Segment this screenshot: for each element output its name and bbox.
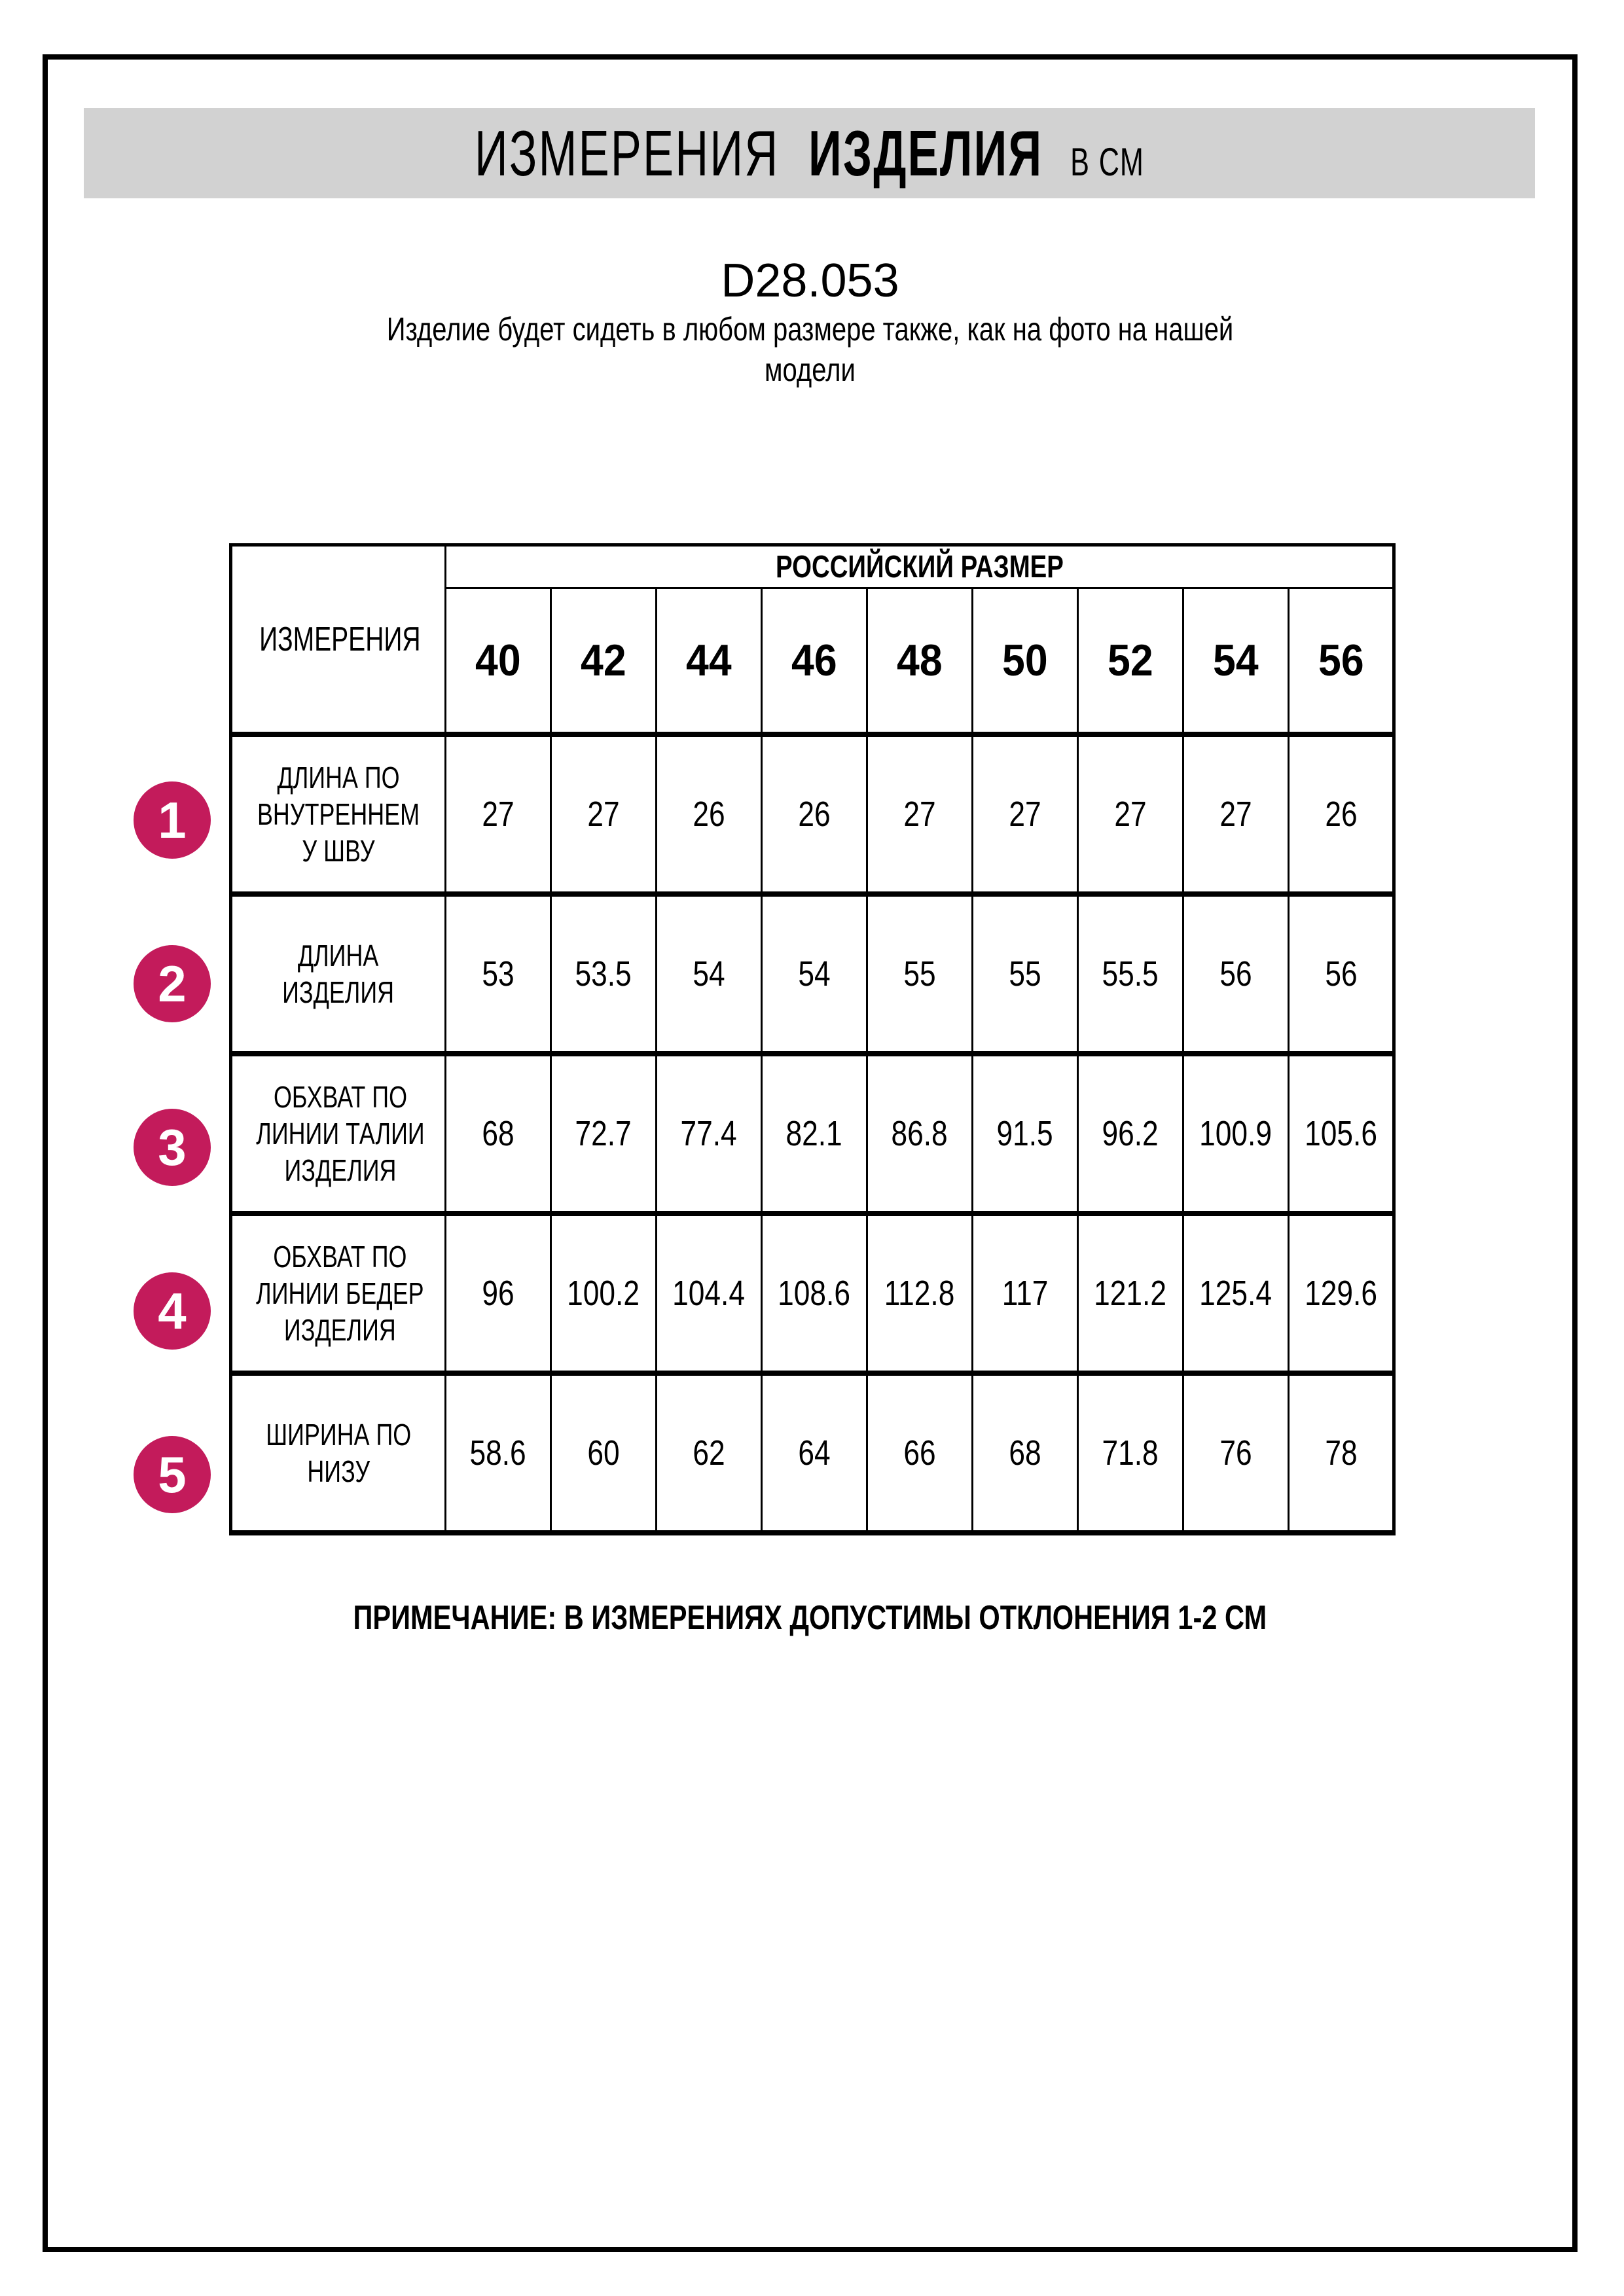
row-number-badge: 2 <box>134 945 211 1022</box>
title-product: ИЗДЕЛИЯ <box>808 117 1043 189</box>
measurement-row <box>231 1373 1394 1533</box>
title-units: В СМ <box>1070 139 1145 184</box>
size-group-header: РОССИЙСКИЙ РАЗМЕР <box>446 545 1394 588</box>
value-cell: 82.1 <box>762 1054 867 1213</box>
value-cell: 68 <box>973 1373 1078 1533</box>
value-cell: 100.9 <box>1183 1054 1289 1213</box>
value-cell: 104.4 <box>657 1213 762 1373</box>
value-cell: 55 <box>973 894 1078 1054</box>
product-code: D28.053 <box>721 255 899 307</box>
size-column-header: 56 <box>1289 588 1394 735</box>
value-cell: 112.8 <box>867 1213 973 1373</box>
measurement-row <box>231 894 1394 1054</box>
value-cell: 27 <box>551 734 657 894</box>
value-cell: 121.2 <box>1078 1213 1183 1373</box>
row-label: ДЛИНА ПО ВНУТРЕННЕМ У ШВУ <box>231 734 446 894</box>
value-cell: 60 <box>551 1373 657 1533</box>
value-cell: 91.5 <box>973 1054 1078 1213</box>
value-cell: 62 <box>657 1373 762 1533</box>
value-cell: 64 <box>762 1373 867 1533</box>
value-cell: 129.6 <box>1289 1213 1394 1373</box>
subtitle <box>43 309 1578 390</box>
value-cell: 96 <box>446 1213 551 1373</box>
table-body <box>231 734 1394 1533</box>
value-cell: 26 <box>1289 734 1394 894</box>
title-measurements: ИЗМЕРЕНИЯ <box>474 117 780 189</box>
measurement-row <box>231 1054 1394 1213</box>
value-cell: 54 <box>762 894 867 1054</box>
measurement-row <box>231 1213 1394 1373</box>
note-text: ПРИМЕЧАНИЕ: В ИЗМЕРЕНИЯХ ДОПУСТИМЫ ОТКЛОНЕНИЯ 1-2 СМ <box>353 1599 1267 1637</box>
page-title <box>475 117 1144 190</box>
value-cell: 27 <box>1078 734 1183 894</box>
value-cell: 105.6 <box>1289 1054 1394 1213</box>
value-cell: 78 <box>1289 1373 1394 1533</box>
size-column-header: 52 <box>1078 588 1183 735</box>
note <box>43 1598 1578 1638</box>
value-cell: 100.2 <box>551 1213 657 1373</box>
size-table <box>229 543 1396 1535</box>
value-cell: 26 <box>657 734 762 894</box>
value-cell: 68 <box>446 1054 551 1213</box>
value-cell: 96.2 <box>1078 1054 1183 1213</box>
header-banner <box>84 108 1535 198</box>
measurement-row <box>231 734 1394 894</box>
row-label: ОБХВАТ ПО ЛИНИИ БЕДЕР ИЗДЕЛИЯ <box>231 1213 446 1373</box>
value-cell: 77.4 <box>657 1054 762 1213</box>
value-cell: 53 <box>446 894 551 1054</box>
value-cell: 26 <box>762 734 867 894</box>
size-column-header: 44 <box>657 588 762 735</box>
value-cell: 72.7 <box>551 1054 657 1213</box>
value-cell: 55.5 <box>1078 894 1183 1054</box>
size-column-header: 48 <box>867 588 973 735</box>
row-label: ОБХВАТ ПО ЛИНИИ ТАЛИИ ИЗДЕЛИЯ <box>231 1054 446 1213</box>
value-cell: 108.6 <box>762 1213 867 1373</box>
value-cell: 117 <box>973 1213 1078 1373</box>
size-column-header: 42 <box>551 588 657 735</box>
value-cell: 55 <box>867 894 973 1054</box>
size-column-header: 50 <box>973 588 1078 735</box>
row-number-badge: 4 <box>134 1272 211 1350</box>
value-cell: 27 <box>446 734 551 894</box>
value-cell: 54 <box>657 894 762 1054</box>
row-label: ДЛИНА ИЗДЕЛИЯ <box>231 894 446 1054</box>
table-corner-header: ИЗМЕРЕНИЯ <box>231 545 446 735</box>
value-cell: 76 <box>1183 1373 1289 1533</box>
value-cell: 56 <box>1183 894 1289 1054</box>
value-cell: 66 <box>867 1373 973 1533</box>
value-cell: 56 <box>1289 894 1394 1054</box>
row-label: ШИРИНА ПО НИЗУ <box>231 1373 446 1533</box>
value-cell: 58.6 <box>446 1373 551 1533</box>
group-header-row <box>231 545 1394 588</box>
value-cell: 71.8 <box>1078 1373 1183 1533</box>
value-cell: 27 <box>1183 734 1289 894</box>
size-column-header: 40 <box>446 588 551 735</box>
value-cell: 53.5 <box>551 894 657 1054</box>
value-cell: 27 <box>867 734 973 894</box>
row-number-badge: 5 <box>134 1436 211 1513</box>
size-column-header: 46 <box>762 588 867 735</box>
size-column-header: 54 <box>1183 588 1289 735</box>
row-number-badge: 3 <box>134 1109 211 1186</box>
subtitle-text: Изделие будет сидеть в любом размере также, как на фото на нашей модели <box>386 311 1234 388</box>
value-cell: 125.4 <box>1183 1213 1289 1373</box>
row-number-badge: 1 <box>134 781 211 859</box>
value-cell: 27 <box>973 734 1078 894</box>
value-cell: 86.8 <box>867 1054 973 1213</box>
